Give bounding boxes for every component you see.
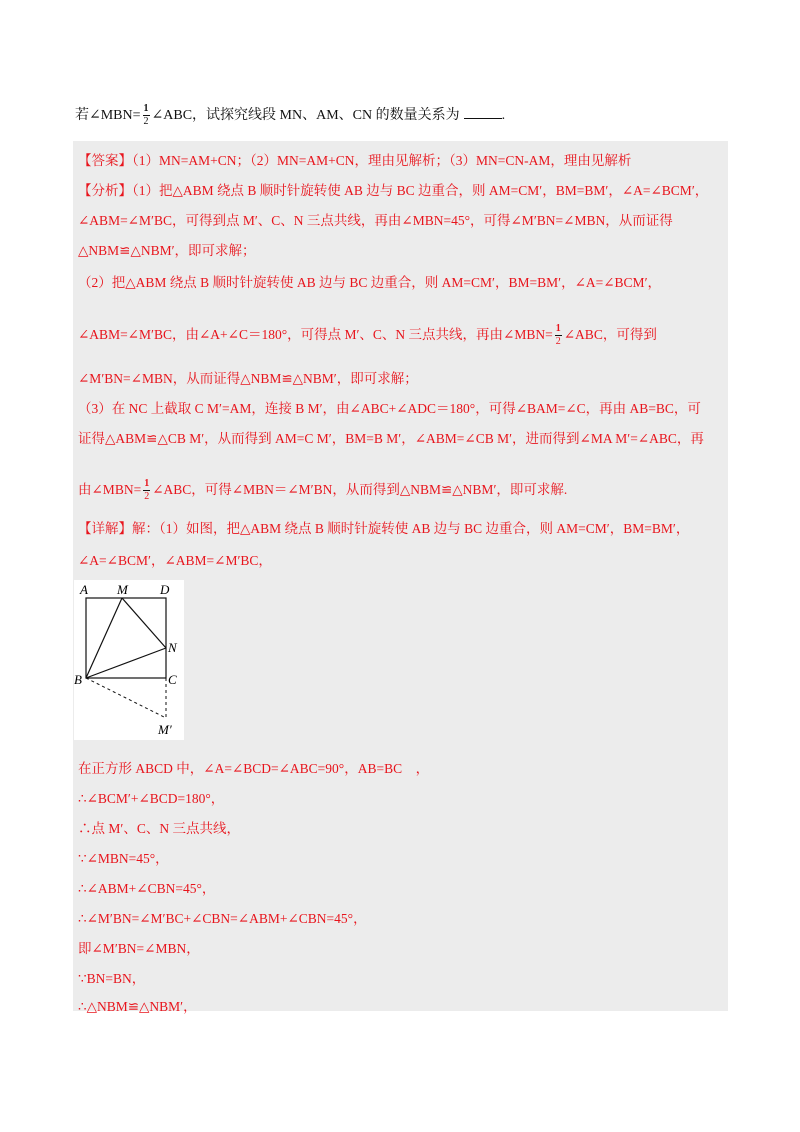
detail-line-4: ∴∠BCM′+∠BCD=180°，	[78, 791, 225, 806]
question-fraction: $\frac{1}{2}$	[143, 103, 149, 128]
question-line: 若∠MBN= $\frac{1}{2}$ ∠ABC，试探究线段 MN、AM、CN 的数量关系为 .	[75, 103, 506, 128]
analysis-line-9: 由∠MBN= $\frac{1}{2}$ ∠ABC，可得∠MBN＝∠M′BN，从而得到△NBM≌△NBM′，即可求解.	[78, 478, 568, 503]
answer-blank	[464, 104, 502, 119]
question-prefix: 若∠MBN=	[75, 108, 141, 123]
detail-line-3: 在正方形 ABCD 中，∠A=∠BCD=∠ABC=90°，AB=BC ，	[78, 761, 430, 776]
label-B: B	[74, 672, 82, 687]
analysis-line-7: （3）在 NC 上截取 C M′=AM，连接 B M′，由∠ABC+∠ADC＝180°，可得∠BAM=∠C，再由 AB=BC，可	[78, 401, 701, 416]
analysis-line-6: ∠M′BN=∠MBN，从而证得△NBM≌△NBM′，即可求解；	[78, 371, 418, 386]
detail-line-1: 【详解】解：（1）如图，把△ABM 绕点 B 顺时针旋转使 AB 边与 BC 边重合，则 AM=CM′，BM=BM′，	[78, 521, 690, 536]
detail-line-11: ∴△NBM≌△NBM′，	[78, 999, 197, 1014]
label-M: M	[117, 582, 128, 597]
detail-line-5: ∴点 M′、C、N 三点共线，	[78, 821, 240, 836]
geometry-figure	[74, 580, 184, 740]
detail-line-10: ∵BN=BN，	[78, 971, 146, 986]
detail-line-9: 即∠M′BN=∠MBN，	[78, 941, 200, 956]
label-D: D	[160, 582, 170, 597]
analysis-line-8: 证得△ABM≌△CB M′，从而得到 AM=C M′，BM=B M′，∠ABM=∠CB M′，进而得到∠MA M′=∠ABC，再	[78, 431, 704, 446]
analysis-line-5: ∠ABM=∠M′BC，由∠A+∠C＝180°，可得点 M′、C、N 三点共线，再由∠MBN= $\frac{1}{2}$ ∠ABC，可得到	[78, 323, 657, 348]
analysis-line-1: 【分析】（1）把△ABM 绕点 B 顺时针旋转使 AB 边与 BC 边重合，则 AM=CM′，BM=BM′，∠A=∠BCM′，	[78, 183, 709, 198]
fraction: $\frac{1}{2}$	[555, 323, 561, 348]
analysis-line-3: △NBM≌△NBM′，即可求解；	[78, 243, 256, 258]
square-diagram	[74, 580, 184, 740]
analysis-line-4: （2）把△ABM 绕点 B 顺时针旋转使 AB 边与 BC 边重合，则 AM=CM′，BM=BM′，∠A=∠BCM′，	[78, 275, 662, 290]
question-suffix: ∠ABC，试探究线段 MN、AM、CN 的数量关系为	[151, 108, 460, 123]
label-N: N	[168, 640, 177, 655]
detail-line-2: ∠A=∠BCM′，∠ABM=∠M′BC，	[78, 553, 272, 568]
label-M-prime: M′	[158, 722, 172, 737]
analysis-line-2: ∠ABM=∠M′BC，可得到点 M′、C、N 三点共线，再由∠MBN=45°，可得∠M′BN=∠MBN，从而证得	[78, 213, 673, 228]
detail-line-8: ∴∠M′BN=∠M′BC+∠CBN=∠ABM+∠CBN=45°，	[78, 911, 367, 926]
answer-line: 【答案】（1）MN=AM+CN；（2）MN=AM+CN，理由见解析；（3）MN=CN-AM，理由见解析	[78, 153, 632, 168]
label-A: A	[80, 582, 88, 597]
fraction: $\frac{1}{2}$	[144, 478, 150, 503]
detail-line-6: ∵∠MBN=45°，	[78, 851, 169, 866]
detail-line-7: ∴∠ABM+∠CBN=45°，	[78, 881, 216, 896]
label-C: C	[168, 672, 177, 687]
